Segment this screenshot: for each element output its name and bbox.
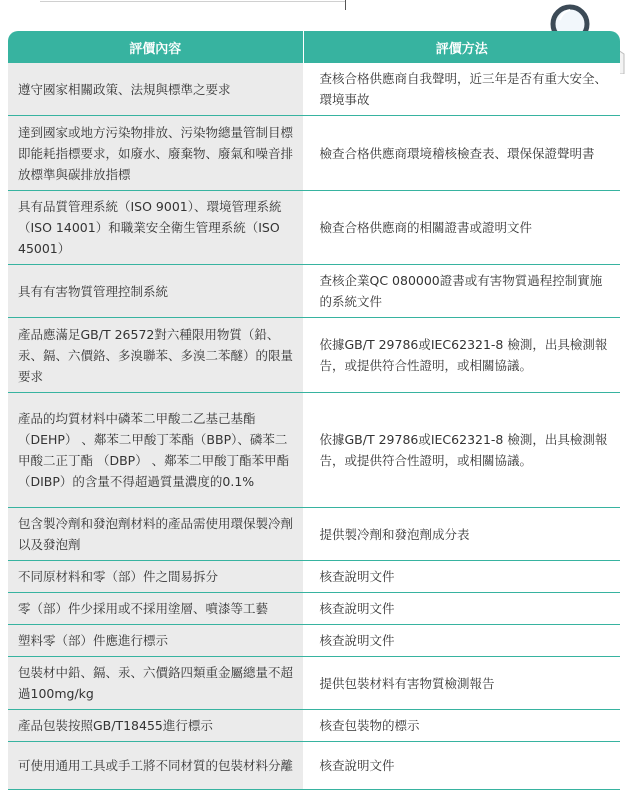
method-cell: 依據GB/T 29786或IEC62321-8 檢測，出具檢測報告，或提供符合性證明，或相關協議。	[303, 318, 620, 393]
text-cursor	[345, 0, 346, 10]
content-cell: 產品應滿足GB/T 26572對六種限用物質（鉛、汞、鎘、六價鉻、多溴聯苯、多溴二苯醚）的限量要求	[8, 318, 303, 393]
table-row	[8, 742, 620, 790]
table-row	[8, 657, 620, 710]
method-cell: 核查說明文件	[303, 593, 620, 625]
table-row	[8, 710, 620, 742]
method-cell: 核查說明文件	[303, 561, 620, 593]
content-cell: 達到國家或地方污染物排放、污染物總量管制目標即能耗指標要求，如廢水、廢棄物、廢氣和噪音排放標準與碳排放指標	[8, 116, 303, 191]
content-cell: 具有品質管理系統（ISO 9001）、環境管理系統（ISO 14001）和職業安全衛生管理系統（ISO 45001）	[8, 191, 303, 265]
content-cell: 零（部）件少採用或不採用塗層、噴漆等工藝	[8, 593, 303, 625]
table-row	[8, 561, 620, 593]
method-cell: 查核合格供應商自我聲明，近三年是否有重大安全、環境事故	[303, 63, 620, 116]
content-cell: 具有有害物質管理控制系統	[8, 265, 303, 318]
table-row	[8, 63, 620, 116]
method-cell: 核查說明文件	[303, 625, 620, 657]
method-cell: 查核企業QC 080000證書或有害物質過程控制實施的系統文件	[303, 265, 620, 318]
content-cell: 產品的均質材料中磷苯二甲酸二乙基己基酯 （DEHP） 、鄰苯二甲酸丁苯酯（BBP）、磷苯二甲酸二正丁酯 （DBP） 、鄰苯二甲酸丁酯苯甲酯（DIBP）的含量不得超過質量濃度的0.1%	[8, 393, 303, 508]
method-cell: 提供製冷劑和發泡劑成分表	[303, 508, 620, 561]
method-cell: 核查說明文件	[303, 742, 620, 790]
table-row	[8, 625, 620, 657]
header-method: 評價方法	[303, 31, 620, 63]
table-row	[8, 116, 620, 191]
table-row	[8, 318, 620, 393]
table-row	[8, 393, 620, 508]
top-rule	[40, 0, 345, 2]
content-cell: 產品包裝按照GB/T18455進行標示	[8, 710, 303, 742]
header-row	[8, 31, 620, 63]
method-cell: 依據GB/T 29786或IEC62321-8 檢測，出具檢測報告，或提供符合性證明，或相關協議。	[303, 393, 620, 508]
content-cell: 包裝材中鉛、鎘、汞、六價鉻四類重金屬總量不超過100mg/kg	[8, 657, 303, 710]
method-cell: 檢查合格供應商的相關證書或證明文件	[303, 191, 620, 265]
table-row	[8, 593, 620, 625]
content-cell: 包含製冷劑和發泡劑材料的產品需使用環保製冷劑以及發泡劑	[8, 508, 303, 561]
content-cell: 可使用通用工具或手工將不同材質的包裝材料分離	[8, 742, 303, 790]
method-cell: 提供包裝材料有害物質檢測報告	[303, 657, 620, 710]
table-row	[8, 191, 620, 265]
table-row	[8, 508, 620, 561]
method-cell: 核查包裝物的標示	[303, 710, 620, 742]
content-cell: 塑料零（部）件應進行標示	[8, 625, 303, 657]
content-cell: 不同原材料和零（部）件之間易拆分	[8, 561, 303, 593]
method-cell: 檢查合格供應商環境稽核檢查表、環保保證聲明書	[303, 116, 620, 191]
evaluation-table	[8, 31, 620, 790]
content-cell: 遵守國家相關政策、法規與標準之要求	[8, 63, 303, 116]
table-row	[8, 265, 620, 318]
header-content: 評價內容	[8, 31, 303, 63]
